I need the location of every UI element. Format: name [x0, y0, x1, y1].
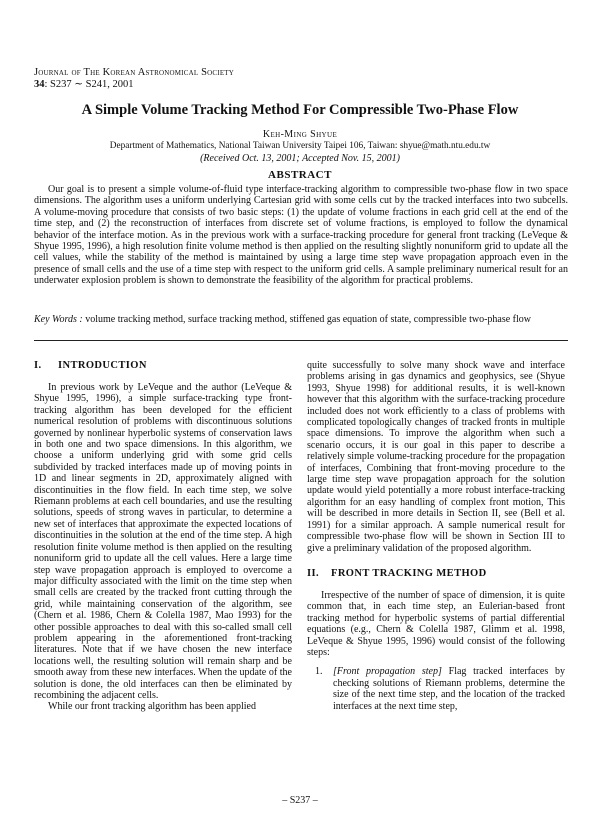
section-title: FRONT TRACKING METHOD	[331, 567, 487, 579]
keywords-label: Key Words :	[34, 314, 83, 325]
keywords-list: volume tracking method, surface tracking method, stiffened gas equation of state, compressible two-phase flow	[85, 314, 531, 325]
steps-list	[307, 666, 565, 712]
section-title: INTRODUCTION	[58, 360, 147, 371]
step-text: Flag tracked interfaces by checking solutions of Riemann problems, determine the size of the next time step, and the location of the tracked interfaces at the next time step,	[333, 666, 565, 712]
author-affiliation: Department of Mathematics, National Taiwan University Taipei 106, Taiwan: shyue@math.ntu.edu.tw	[109, 141, 491, 151]
abstract-heading: ABSTRACT	[268, 169, 332, 181]
section-heading-introduction	[34, 360, 292, 372]
front-paragraph-1: Irrespective of the number of space of dimension, it is quite common that, in each time step, an Eulerian-based front tracking method for hyperbolic systems of partial differential equations (e.g., Chern & Colella 1987, Glimm et al. 1998, LeVeque & Shyue 1995, 1996) would consist of the following steps:	[307, 589, 565, 658]
journal-name: Journal of The Korean Astronomical Society	[34, 67, 235, 78]
right-column	[307, 360, 565, 712]
author-name: Keh-Ming Shyue	[262, 129, 338, 140]
section-number: I.	[34, 360, 42, 371]
section-number: II.	[307, 567, 319, 579]
step-lead: [Front propagation step]	[333, 666, 442, 678]
page-number: – S237 –	[282, 795, 318, 806]
page-range: : S237 ∼ S241, 2001	[44, 79, 134, 90]
volume-line	[34, 79, 134, 91]
paper-title: A Simple Volume Tracking Method For Compressible Two-Phase Flow	[81, 102, 519, 118]
keywords	[34, 314, 568, 325]
section-heading-front-tracking	[307, 568, 565, 580]
step-number: 1.	[315, 666, 323, 678]
left-column	[34, 360, 292, 713]
list-item	[307, 666, 565, 712]
section-divider	[34, 340, 568, 341]
intro-paragraph-3: quite successfully to solve many shock wave and interface problems arising in gas dynamics and geophysics, see (Shyue 1993, Shyue 1998) for additional results, it is well-known however that this algorithm with the surface-tracking procedure included does not work efficiently to a class of problems with complicated topologically changes of tracked fronts in multiple space dimensions. To improve the algorithm when such a scenario occurs, it is our goal in this paper to describe a relatively simple volume-tracking procedure for the propagation of interfaces, Combining that front-moving procedure to the large time step wave propagation approach for the solution update would yield potentially a more robust interface-tracking algorithm for an easy handling of complex front motion, This will be described in more details in Section II, see (Bell et al. 1991) for a similar approach. A sample numerical result for compressible two-phase flow will be shown in Section III to give a preliminary validation of the proposed algorithm.	[307, 360, 565, 554]
intro-paragraph-2: While our front tracking algorithm has been applied	[48, 701, 256, 713]
volume-number: 34	[34, 79, 45, 90]
intro-paragraph-1: In previous work by LeVeque and the author (LeVeque & Shyue 1995, 1996), a simple surface-tracking type front-tracking algorithm has been developed for the efficient numerical resolution of problems with discontinuous solutions governed by nonlinear hyperbolic systems of conservation laws in both one and two space dimensions. In this algorithm, we choose a uniform underlying grid with some grid cells subdivided by tracked interfaces made up of moving points in 1D and linear segments in 2D, approximately aligned with discontinuities in the flow field. In each time step, we solve Riemann problems at each cell boundaries, and use the resulting solutions, speeds of strong waves in particular, to determine a new set of interfaces that approximate the expected locations of discontinuities in the solution at the end of the time step. A high resolution finite volume method is then applied on the resulting nonuniform grid to update all the cell values. Here a large time step wave propagation approach is employed to overcome a major difficulty associated with the limit on the time step when small cells are created by the tracked front cutting through the grid, while maintaining conservation of the algorithm, see (Chern et al. 1986, Chern & Colella 1987, Mao 1993) for the other possible approaches to deal with this so-called small cell problem appearing in the aforementioned front-tracking literatures. Note that if we have chosen the new interface locations well, the resulting solution will remain sharp and be smooth away from these new interfaces. When the update of the solution is done, the old interfaces can then be eliminated by recombining the adjacent cells.	[34, 382, 292, 701]
abstract-text: Our goal is to present a simple volume-of-fluid type interface-tracking algorithm to compressible two-phase flow in two space dimensions. The algorithm uses a uniform underlying Cartesian grid with some cells cut by the tracked interfaces into two subcells. A volume-moving procedure that consists of two basic steps: (1) the update of volume fractions in each grid cell at the end of the time step, and (2) the reconstruction of interfaces from discrete set of volume fractions, is employed to follow the dynamical behavior of the interface motion. As in the previous work with a surface-tracking procedure for general front tracking (LeVeque & Shyue 1995, 1996), a high resolution finite volume method is then applied on the resulting slightly nonuniform grid to update all the cell values, while the stability of the method is maintained by using a large time step wave propagation approach even in the presence of small cells and the use of a time step with respect to the uniform grid cells. A sample preliminary numerical result for an underwater explosion problem is shown to demonstrate the feasibility of the algorithm for practical problems.	[34, 184, 568, 287]
received-dates: (Received Oct. 13, 2001; Accepted Nov. 15, 2001)	[200, 153, 400, 164]
